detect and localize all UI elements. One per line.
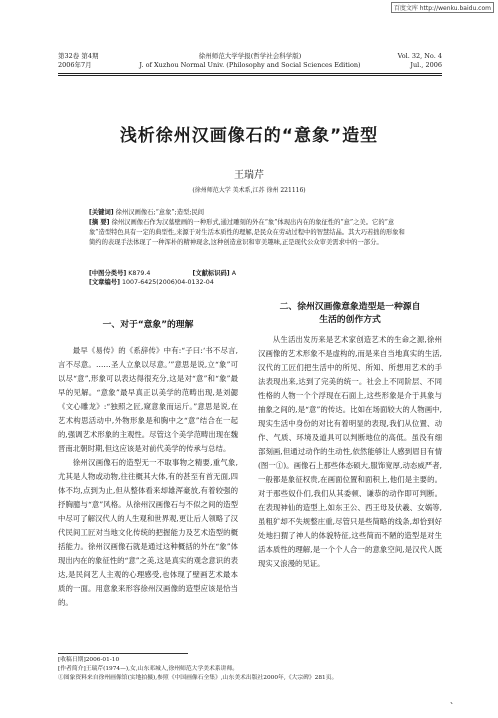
section-2-heading <box>258 301 442 327</box>
issue-date: 2006年7月 <box>58 61 92 69</box>
doc-code-value: A <box>231 270 237 277</box>
left-column <box>58 344 238 610</box>
corner-mark: 、 <box>450 696 458 705</box>
footnote-rule <box>58 653 188 654</box>
footnote-received: [收稿日期]2006-01-10 <box>58 657 120 663</box>
keywords-label: [关键词] <box>89 209 114 216</box>
section-2-heading-line2: 生活的创作方式 <box>319 315 381 325</box>
classification-line <box>89 268 419 286</box>
doc-code <box>192 268 256 277</box>
footnote-author: [作者简介]王瑞芹(1974—),女,山东邓城人,徐州师范大学美术系讲师。 <box>58 666 239 672</box>
volume-issue: 第32卷 第4期 <box>58 52 99 60</box>
article-no-value: 1007-6425(2006)04-0132-04 <box>121 279 214 286</box>
header-right <box>398 52 442 70</box>
body-paragraph: 从生活出发历来是艺术家创造艺术的生命之源,徐州汉画像的艺术形象不是虚构的,而是来自当地真实的生活,汉代的工匠们把生活中的所见、所知、所想用艺术的手法表现出来,达到了完美的统一。社会上不同阶层、不同性格的人物一个个浮现在石面上,这些形象是介于具象与抽象之间的,是“意”的传达。比如在场面较大的人物画中,现实生活中身份的对比有着明显的表现,我们从位置、动作、气质、环境及道具可以判断地位的高低。虽没有细部刻画,但通过动作的生动性,依然能够让人感到眉目有情(图一①)。画像石上那些体态硕大,服饰宽厚,动态威严者,一般都是象征权贵,在画面位置和面积上,他们是主要的。对于那些奴仆们,我们从其委顿、谦恭的动作即可判断。在表现神仙的造型上,如东王公、西王母及伏羲、女娲等,虽粗犷却不失规整庄重,尽管只是些简略的线条,却恰到好处地扫猬了神人的体貌特征,这些简而不陋的造型是对生活本质性的理解,是一个个人合一的意象空间,是汉代人既现实又浪漫的见证。 <box>258 335 442 568</box>
header-rule-thin <box>58 75 442 76</box>
class-no-value: K879.4 <box>128 270 151 277</box>
right-column <box>258 333 442 571</box>
class-no-label: [中图分类号] <box>89 270 127 277</box>
footnote-source: ①图象资料来自徐州画像馆(实地拍摄),参照《中国画像石全集》,山东美术出版社2000年,《大宗碑》281页。 <box>58 675 338 681</box>
abstract-label: [摘 要] <box>89 219 110 226</box>
keywords-line <box>89 208 409 218</box>
doc-code-label: [文献标识码] <box>192 270 230 277</box>
section-1-heading: 一、对于“意象”的理解 <box>102 320 194 330</box>
keywords-text: 徐州汉画像石;“意象”;造型;民间 <box>115 209 205 216</box>
paper-title: 浅析徐州汉画像石的“意象”造型 <box>119 126 379 146</box>
author-name: 王瑞芹 <box>234 170 264 181</box>
body-paragraph: 最早《易传》的《系辞传》中有:“子曰:‘书不尽言,言不尽意。……圣人立象以尽意。’”意思是说,立“象”可以尽“意”,形象可以表达得很充分,这是对“意”和“象”最早的见解。“意象”最早真正以美学的范畴出现,是刘勰《文心雕龙》:“独照之匠,窥意象而运斤。”意思是说,在艺术构思活动中,外物形象是和胸中之“意”结合在一起的,强调艺术形象的主观性。尽管这个美学范畴出现在魏晋南北朝时期,但这应该是对前代美学的传承与总结。 <box>58 346 238 453</box>
author-affiliation: (徐州师范大学 美术系,江苏 徐州 221116) <box>192 187 306 194</box>
article-no <box>89 277 234 286</box>
abstract-block <box>89 208 409 248</box>
section-2-heading-line1: 二、徐州汉画像意象造型是一种源自 <box>279 302 421 312</box>
body-paragraph: 徐州汉画像石的造型无一不取事物之精要,重气象,尤其是人物或动物,往往概其大体,有的甚至有首无面,四体不均,点到为止,但从整体看来却雄浑豪放,有着较强的抒胸臆与“意”风格。从徐州汉画像石与不似之间的造型中尽可了解汉代人的人生观和世界观,更让后人领略了汉代民间工匠对当地文化传统的把握能力及艺术造型的概括能力。徐州汉画像石就是通过这种概括的外在“象”体现出内在的象征性的“意”之美,这是真实的观念意识的表达,是民间艺人主观的心理感受,也体现了壁画艺术最本质的一面。用意象来形容徐州汉画像的造型应该是恰当的。 <box>58 458 238 607</box>
journal-name-cn: 徐州师范大学学报(哲学社会科学版) <box>198 52 302 60</box>
abstract-line <box>89 218 409 248</box>
volume-en: Vol. 32, No. 4 <box>397 52 442 60</box>
watermark[interactable]: 百度文库 http://wenku.baidu.com <box>391 2 494 13</box>
header-center <box>58 52 442 70</box>
journal-name-en: J. of Xuzhou Normal Univ. (Philosophy and Social Sciences Edition) <box>139 61 361 69</box>
header-rule <box>58 73 442 74</box>
abstract-text: 徐州汉画像石作为汉墓壁画的一种形式,通过雕刻的外在“象”体现出内在的象征性的“意”之美。它的“意象”造型特色具有一定的典型性,来源于对生活本质性的理解,是民众在劳动过程中的智慧结晶。其大巧若拙的形象和简约的表现手法体现了一种浑朴的精神现念,这种创造意识和审美趣味,正是现代公众审美需求中的一部分。 <box>89 219 405 246</box>
class-no <box>89 268 170 277</box>
date-en: Jul., 2006 <box>410 61 442 69</box>
article-no-label: [文章编号] <box>89 279 120 286</box>
